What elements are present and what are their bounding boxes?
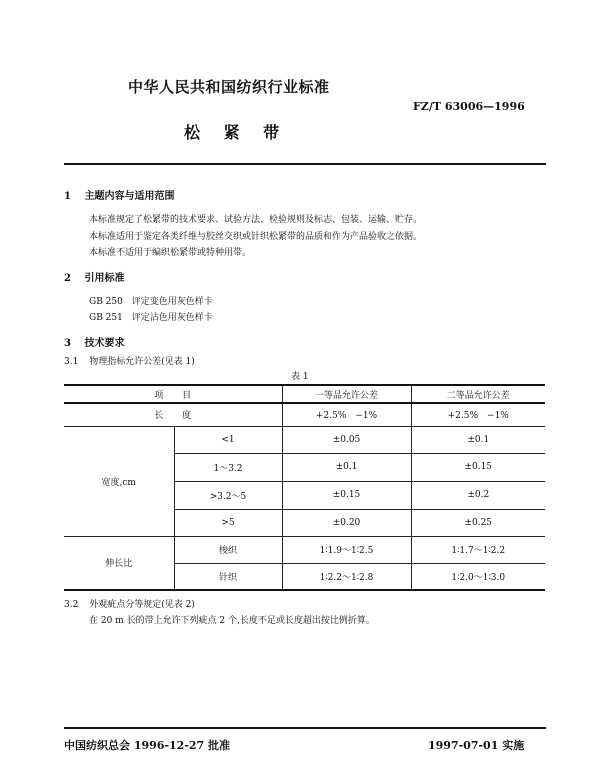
scope-paragraph: 本标准规定了松紧带的技术要求、试验方法、检验规则及标志、包装、运输、贮存。 [89,215,423,225]
subsection-number: 3.2 [64,600,79,610]
second-grade-value: ±0.1 [411,426,545,453]
table-caption: 表 1 [291,372,309,382]
second-grade-value: ±0.15 [411,453,545,481]
standard-org: 中华人民共和国纺织行业标准 [128,78,330,96]
section-2-heading [64,269,124,284]
first-grade-value: ±0.05 [282,426,411,453]
reference-name: 评定变色用灰色样卡 [131,297,213,307]
width-label: 宽度,cm [64,426,174,536]
second-grade-header: 二等品允许公差 [411,385,545,403]
second-grade-value: 1∶2.0～1∶3.0 [411,563,545,590]
subsection-detail: 在 20 m 长的带上允许下列疵点 2 个,长度不足或长度超出按比例折算。 [89,616,375,626]
length-label: 长 度 [64,403,282,426]
scope-paragraph: 本标准不适用于编织松紧带或特种用带。 [89,248,252,258]
table-row [64,536,545,563]
elongation-label: 伸长比 [64,536,174,590]
subsection-3-2 [64,597,195,610]
section-3-heading [64,334,124,349]
reference-code: GB 250 [89,297,123,307]
second-grade-value: ±0.2 [411,481,545,509]
section-number: 1 [64,191,71,202]
standard-code: FZ/T 63006—1996 [413,100,525,113]
second-grade-value: ±0.25 [411,509,545,536]
width-range: >3.2～5 [174,481,282,509]
first-grade-value: ±0.20 [282,509,411,536]
section-title: 引用标准 [84,273,125,284]
subsection-text: 外观疵点分等规定(见表 2) [89,600,195,610]
table-row [64,426,545,453]
document-title: 松 紧 带 [184,123,280,142]
reference-name: 评定沾色用灰色样卡 [131,313,213,323]
width-range: <1 [174,426,282,453]
width-range: 1～3.2 [174,453,282,481]
header-rule [64,163,546,165]
subsection-number: 3.1 [64,357,79,367]
section-1-heading [64,187,174,202]
first-grade-value: ±0.15 [282,481,411,509]
table-row [64,403,545,426]
subsection-text: 物理指标允许公差(见表 1) [89,357,195,367]
section-number: 3 [64,338,71,349]
first-grade-header: 一等品允许公差 [282,385,411,403]
tolerance-table [64,384,545,591]
width-range: >5 [174,509,282,536]
section-title: 技术要求 [84,338,125,349]
section-title: 主题内容与适用范围 [84,191,175,202]
item-header: 项 目 [64,385,282,403]
first-grade-value: 1∶1.9～1∶2.5 [282,536,411,563]
section-number: 2 [64,273,71,284]
second-grade-value: 1∶1.7～1∶2.2 [411,536,545,563]
table-header-row [64,385,545,403]
approval-date: 中国纺织总会 1996-12-27 批准 [64,739,231,752]
scope-paragraph: 本标准适用于鉴定各类纤维与胶丝交织或针织松紧带的品质和作为产品验收之依据。 [89,232,423,242]
second-grade-value: +2.5% −1% [411,403,545,426]
elongation-type: 针织 [174,563,282,590]
subsection-3-1 [64,354,195,367]
reference-item [89,294,213,307]
implementation-date: 1997-07-01 实施 [428,739,525,752]
first-grade-value: +2.5% −1% [282,403,411,426]
reference-code: GB 251 [89,313,123,323]
reference-item [89,310,213,323]
first-grade-value: ±0.1 [282,453,411,481]
footer-rule [64,727,546,729]
elongation-type: 梭织 [174,536,282,563]
first-grade-value: 1∶2.2～1∶2.8 [282,563,411,590]
